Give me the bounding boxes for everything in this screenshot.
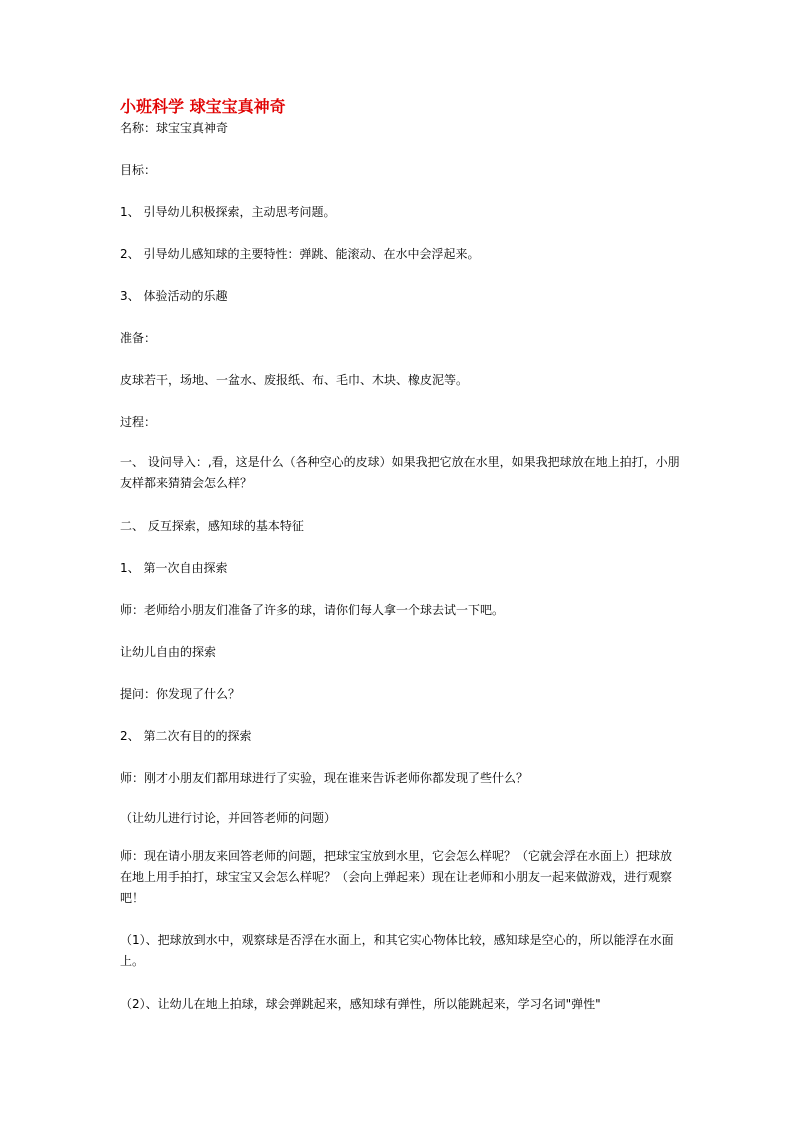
paragraph-discussion: （让幼儿进行讨论，并回答老师的问题） <box>120 811 337 825</box>
paragraph-teacher-2: 师：刚才小朋友们都用球进行了实验，现在谁来告诉老师你都发现了些什么？ <box>120 771 529 785</box>
paragraph-question: 提问：你发现了什么？ <box>120 687 241 701</box>
paragraph-free-explore: 让幼儿自由的探索 <box>120 645 217 659</box>
paragraph-process-heading: 过程： <box>120 415 157 429</box>
paragraph-teacher-3: 师：现在请小朋友来回答老师的问题，把球宝宝放到水里，它会怎么样呢？（它就会浮在水面上）把球放在地上用手拍打，球宝宝又会怎么样呢？（会向上弹起来）现在让老师和小朋友一起来做游戏，进行观察吧！ <box>120 849 673 905</box>
paragraph-float-test: （1）、把球放到水中，观察球是否浮在水面上，和其它实心物体比较，感知球是空心的，所以能浮在水面上。 <box>120 933 674 968</box>
paragraph-goal-2: 2、 引导幼儿感知球的主要特性：弹跳、能滚动、在水中会浮起来。 <box>120 247 480 261</box>
paragraph-step-2: 二、 反互探索，感知球的基本特征 <box>120 519 304 533</box>
paragraph-bounce-test: （2）、让幼儿在地上拍球，球会弹跳起来，感知球有弹性，所以能跳起来，学习名词"弹性" <box>120 997 601 1011</box>
paragraph-goals-heading: 目标： <box>120 163 157 177</box>
paragraph-goal-3: 3、 体验活动的乐趣 <box>120 289 228 303</box>
paragraph-prep-heading: 准备： <box>120 331 157 345</box>
paragraph-name: 名称：球宝宝真神奇 <box>120 121 229 135</box>
paragraph-explore-2: 2、 第二次有目的的探索 <box>120 729 252 743</box>
paragraph-explore-1: 1、 第一次自由探索 <box>120 561 228 575</box>
paragraph-prep-materials: 皮球若干，场地、一盆水、废报纸、布、毛巾、木块、橡皮泥等。 <box>120 373 469 387</box>
paragraph-teacher-1: 师：老师给小朋友们准备了许多的球，请你们每人拿一个球去试一下吧。 <box>120 603 505 617</box>
paragraph-step-1: 一、 设问导入：,看，这是什么（各种空心的皮球）如果我把它放在水里，如果我把球放在地上拍打，小朋友样都来猜猜会怎么样？ <box>120 455 680 490</box>
document-title: 小班科学 球宝宝真神奇 <box>120 97 286 116</box>
paragraph-goal-1: 1、 引导幼儿积极探索，主动思考问题。 <box>120 205 336 219</box>
